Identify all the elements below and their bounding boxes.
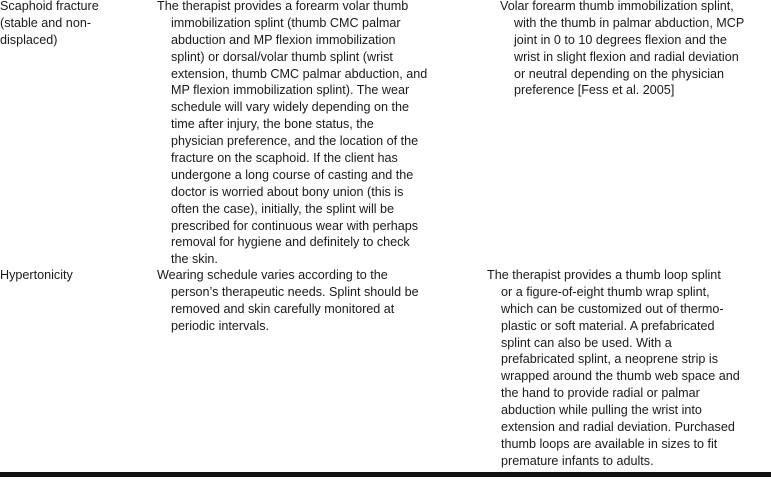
cell-line: abduction and MP flexion immobilization xyxy=(171,32,396,47)
cell-line: undergone a long course of casting and the xyxy=(171,167,414,182)
cell-line: The therapist provides a thumb loop splint xyxy=(487,268,721,282)
cell-line: plastic or soft material. A prefabricated xyxy=(501,318,715,333)
cell-line: person’s therapeutic needs. Splint should be xyxy=(171,284,419,299)
cell-line: displaced) xyxy=(0,32,58,47)
cell-line: preference [Fess et al. 2005] xyxy=(514,83,675,98)
cell-line: periodic intervals. xyxy=(171,318,269,333)
row-1-condition xyxy=(0,0,99,49)
cell-line: thumb loops are available in sizes to fit xyxy=(501,436,718,451)
cell-line: joint in 0 to 10 degrees flexion and the xyxy=(514,32,727,47)
cell-line: splint can also be used. With a xyxy=(501,335,672,350)
cell-line: wrist in slight flexion and radial deviation xyxy=(514,49,739,64)
cell-line: often the case), initially, the splint will be xyxy=(171,201,395,216)
cell-line: with the thumb in palmar abduction, MCP xyxy=(514,15,745,30)
cell-line: fracture on the scaphoid. If the client has xyxy=(171,151,398,166)
cell-line: Scaphoid fracture xyxy=(0,0,99,13)
cell-line: wrapped around the thumb web space and xyxy=(501,369,740,384)
cell-line: the hand to provide radial or palmar xyxy=(501,386,700,401)
cell-line: removed and skin carefully monitored at xyxy=(171,301,395,316)
cell-line: which can be customized out of thermo- xyxy=(501,301,724,316)
cell-line: premature infants to adults. xyxy=(501,453,654,468)
cell-line: The therapist provides a forearm volar thumb xyxy=(157,0,409,13)
cell-line: physician preference, and the location of the xyxy=(171,134,419,149)
cell-line: (stable and non- xyxy=(0,15,92,30)
cell-line: MP flexion immobilization splint). The wear xyxy=(171,83,410,98)
cell-line: Volar forearm thumb immobilization splint, xyxy=(500,0,734,13)
cell-line: prefabricated splint, a neoprene strip is xyxy=(501,352,719,367)
cell-line: abduction while pulling the wrist into xyxy=(501,403,702,418)
cell-line: or a figure-of-eight thumb wrap splint, xyxy=(501,284,710,299)
row-2-wear-schedule xyxy=(157,267,419,335)
cell-line: prescribed for continuous wear with perhaps xyxy=(171,218,419,233)
cell-line: extension, thumb CMC palmar abduction, and xyxy=(171,66,428,81)
row-2-splint xyxy=(487,267,740,470)
row-1-splint xyxy=(500,0,744,99)
cell-line: splint) or dorsal/volar thumb splint (wrist xyxy=(171,49,393,64)
row-1-wear-schedule xyxy=(157,0,427,268)
cell-line: or neutral depending on the physician xyxy=(514,66,725,81)
cell-line: the skin. xyxy=(171,252,218,267)
table-bottom-rule xyxy=(0,472,771,477)
cell-line: extension and radial deviation. Purchased xyxy=(501,420,735,435)
cell-line: schedule will vary widely depending on the xyxy=(171,100,410,115)
cell-line: removal for hygiene and definitely to check xyxy=(171,235,410,250)
cell-line: Wearing schedule varies according to the xyxy=(157,268,388,282)
row-2-condition xyxy=(0,267,73,284)
cell-line: doctor is worried about bony union (this is xyxy=(171,184,404,199)
cell-line: Hypertonicity xyxy=(0,268,73,282)
cell-line: time after injury, the bone status, the xyxy=(171,117,374,132)
cell-line: immobilization splint (thumb CMC palmar xyxy=(171,15,401,30)
